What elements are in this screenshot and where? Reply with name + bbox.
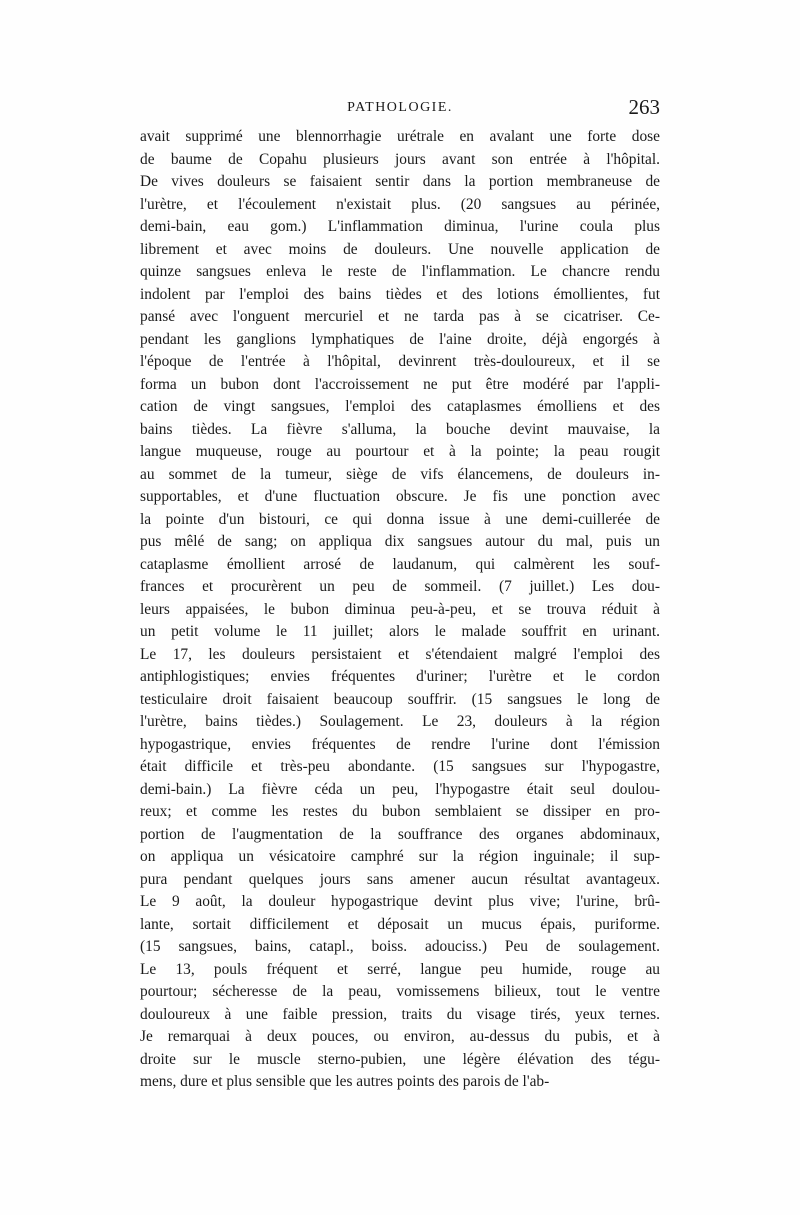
text-line: Je remarquai à deux pouces, ou environ, au-dessus du pubis, et à bbox=[140, 1028, 660, 1045]
text-line: Le 13, pouls fréquent et serré, langue peu humide, rouge au bbox=[140, 960, 660, 978]
text-line: demi-bain.) La fièvre céda un peu, l'hypogastre était seul doulou- bbox=[140, 780, 660, 798]
text-line: avait supprimé une blennorrhagie urétrale en avalant une forte dose bbox=[140, 128, 660, 145]
text-line: douloureux à une faible pression, traits du visage tirés, yeux ternes. bbox=[140, 1005, 660, 1023]
text-line: mens, dure et plus sensible que les autres points des parois de l'ab- bbox=[140, 1073, 550, 1090]
text-line: la pointe d'un bistouri, ce qui donna issue à une demi-cuillerée de bbox=[140, 510, 660, 528]
text-line: portion de l'augmentation de la souffrance des organes abdominaux, bbox=[140, 825, 660, 843]
text-line: frances et procurèrent un peu de sommeil. (7 juillet.) Les dou- bbox=[140, 578, 660, 595]
text-line: lante, sortait difficilement et déposait un mucus épais, puriforme. bbox=[140, 915, 660, 933]
text-line: cataplasme émollient arrosé de laudanum, qui calmèrent les souf- bbox=[140, 555, 660, 573]
running-head bbox=[140, 97, 660, 121]
text-line: forma un bubon dont l'accroissement ne put être modéré par l'appli- bbox=[140, 375, 660, 393]
text-line: hypogastrique, envies fréquentes de rendre l'urine dont l'émission bbox=[140, 735, 660, 753]
text-line: De vives douleurs se faisaient sentir dans la portion membraneuse de bbox=[140, 173, 660, 190]
text-line: testiculaire droit faisaient beaucoup souffrir. (15 sangsues le long de bbox=[140, 690, 660, 708]
text-line: Le 17, les douleurs persistaient et s'étendaient malgré l'emploi des bbox=[140, 645, 660, 663]
text-line: était difficile et très-peu abondante. (15 sangsues sur l'hypogastre, bbox=[140, 758, 660, 775]
text-line: un petit volume le 11 juillet; alors le malade souffrit en urinant. bbox=[140, 623, 660, 640]
text-line: quinze sangsues enleva le reste de l'inflammation. Le chancre rendu bbox=[140, 263, 660, 280]
text-line: indolent par l'emploi des bains tièdes et des lotions émollientes, fut bbox=[140, 285, 660, 303]
text-line: pus mêlé de sang; on appliqua dix sangsues autour du mal, puis un bbox=[140, 533, 660, 550]
body-text bbox=[140, 126, 660, 1094]
text-line: langue muqueuse, rouge au pourtour et à la pointe; la peau rougit bbox=[140, 443, 660, 460]
text-line: Le 9 août, la douleur hypogastrique devint plus vive; l'urine, brû- bbox=[140, 893, 660, 910]
text-line: l'urètre, et l'écoulement n'existait plus. (20 sangsues au périnée, bbox=[140, 195, 660, 213]
text-line: on appliqua un vésicatoire camphré sur la région inguinale; il sup- bbox=[140, 848, 660, 865]
text-line: demi-bain, eau gom.) L'inflammation diminua, l'urine coula plus bbox=[140, 218, 660, 235]
text-line: pansé avec l'onguent mercuriel et ne tarda pas à se cicatriser. Ce- bbox=[140, 308, 660, 325]
text-line: l'époque de l'entrée à l'hôpital, devinrent très-douloureux, et il se bbox=[140, 353, 660, 370]
text-line: droite sur le muscle sterno-pubien, une légère élévation des tégu- bbox=[140, 1050, 660, 1068]
text-line: supportables, et d'une fluctuation obscure. Je fis une ponction avec bbox=[140, 488, 660, 505]
text-line: antiphlogistiques; envies fréquentes d'uriner; l'urètre et le cordon bbox=[140, 668, 660, 685]
text-line: librement et avec moins de douleurs. Une nouvelle application de bbox=[140, 240, 660, 258]
page-number: 263 bbox=[628, 95, 660, 119]
text-line: pourtour; sécheresse de la peau, vomissemens bilieux, tout le ventre bbox=[140, 983, 660, 1000]
text-line: (15 sangsues, bains, catapl., boiss. adouciss.) Peu de soulagement. bbox=[140, 938, 660, 955]
text-line: l'urètre, bains tièdes.) Soulagement. Le 23, douleurs à la région bbox=[140, 713, 660, 730]
text-line: reux; et comme les restes du bubon semblaient se dissiper en pro- bbox=[140, 803, 660, 820]
running-title: PATHOLOGIE. bbox=[347, 100, 453, 115]
text-line: au sommet de la tumeur, siège de vifs élancemens, de douleurs in- bbox=[140, 465, 660, 483]
text-line: de baume de Copahu plusieurs jours avant son entrée à l'hôpital. bbox=[140, 150, 660, 168]
text-line: leurs appaisées, le bubon diminua peu-à-peu, et se trouva réduit à bbox=[140, 600, 660, 618]
text-line: cation de vingt sangsues, l'emploi des cataplasmes émolliens et des bbox=[140, 398, 660, 415]
text-line: bains tièdes. La fièvre s'alluma, la bouche devint mauvaise, la bbox=[140, 420, 660, 438]
text-line: pura pendant quelques jours sans amener aucun résultat avantageux. bbox=[140, 870, 660, 888]
text-line: pendant les ganglions lymphatiques de l'aine droite, déjà engorgés à bbox=[140, 330, 660, 348]
